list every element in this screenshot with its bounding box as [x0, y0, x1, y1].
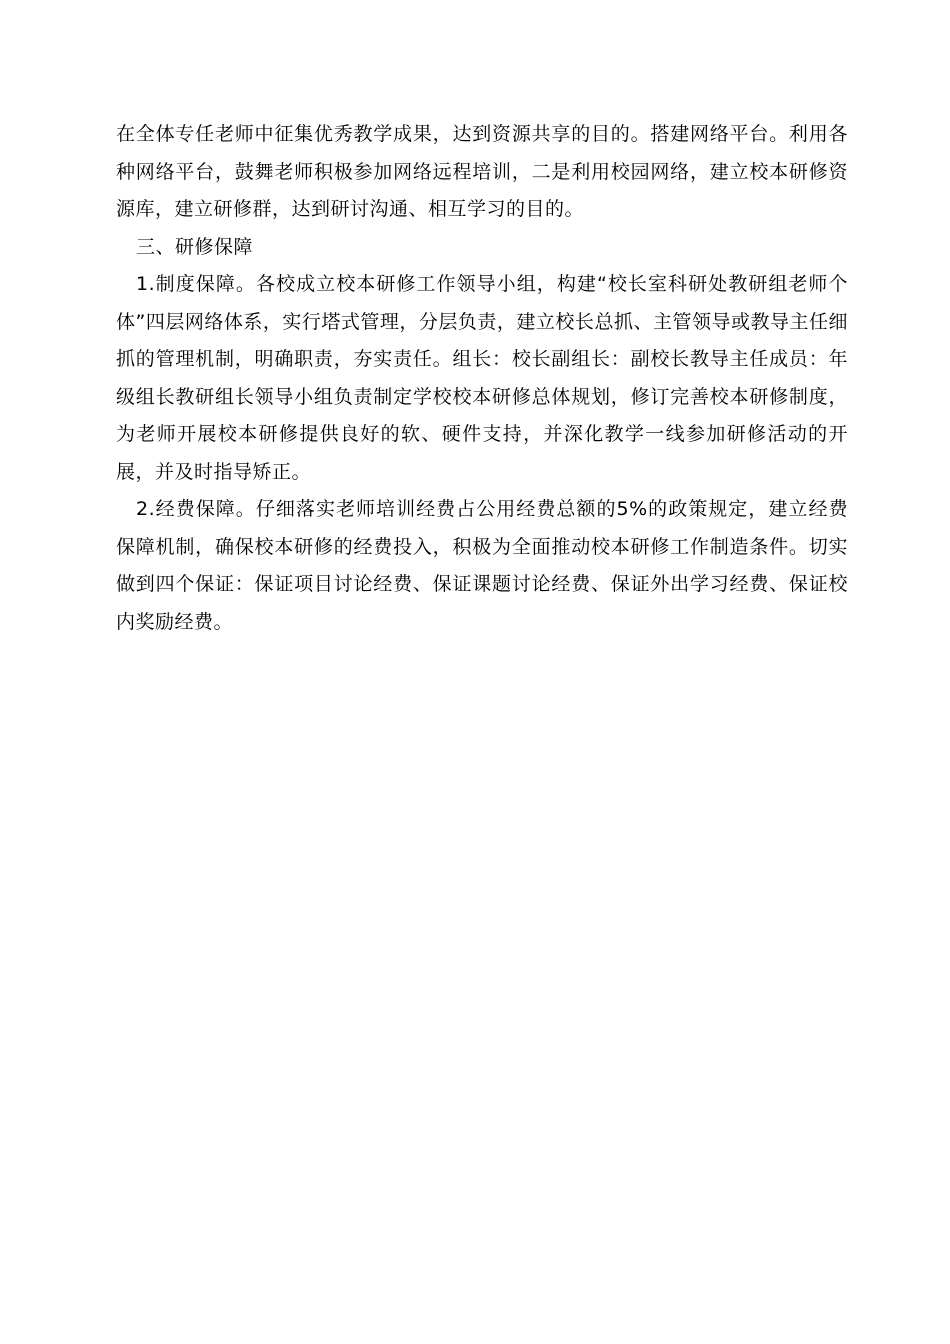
- section-heading: 三、研修保障: [136, 235, 254, 258]
- paragraph-funding-guarantee: 2.经费保障。仔细落实老师培训经费占公用经费总额的5%的政策规定，建立经费保障机制，确保校本研修的经费投入，积极为全面推动校本研修工作制造条件。切实做到四个保证：保证项目讨论经费、保证课题讨论经费、保证外出学习经费、保证校内奖励经费。: [116, 498, 848, 633]
- document-body: [116, 116, 848, 641]
- paragraph-system-guarantee: 1.制度保障。各校成立校本研修工作领导小组，构建“校长室科研处教研组老师个体”四层网络体系，实行塔式管理，分层负责，建立校长总抓、主管领导或教导主任细抓的管理机制，明确职责，夯实责任。组长：校长副组长：副校长教导主任成员：年级组长教研组长领导小组负责制定学校校本研修总体规划，修订完善校本研修制度，为老师开展校本研修提供良好的软、硬件支持，并深化教学一线参加研修活动的开展，并及时指导矫正。: [116, 273, 848, 483]
- paragraph-resource-sharing: 在全体专任老师中征集优秀教学成果，达到资源共享的目的。搭建网络平台。利用各种网络平台，鼓舞老师积极参加网络远程培训，二是利用校园网络，建立校本研修资源库，建立研修群，达到研讨沟通、相互学习的目的。: [116, 123, 848, 220]
